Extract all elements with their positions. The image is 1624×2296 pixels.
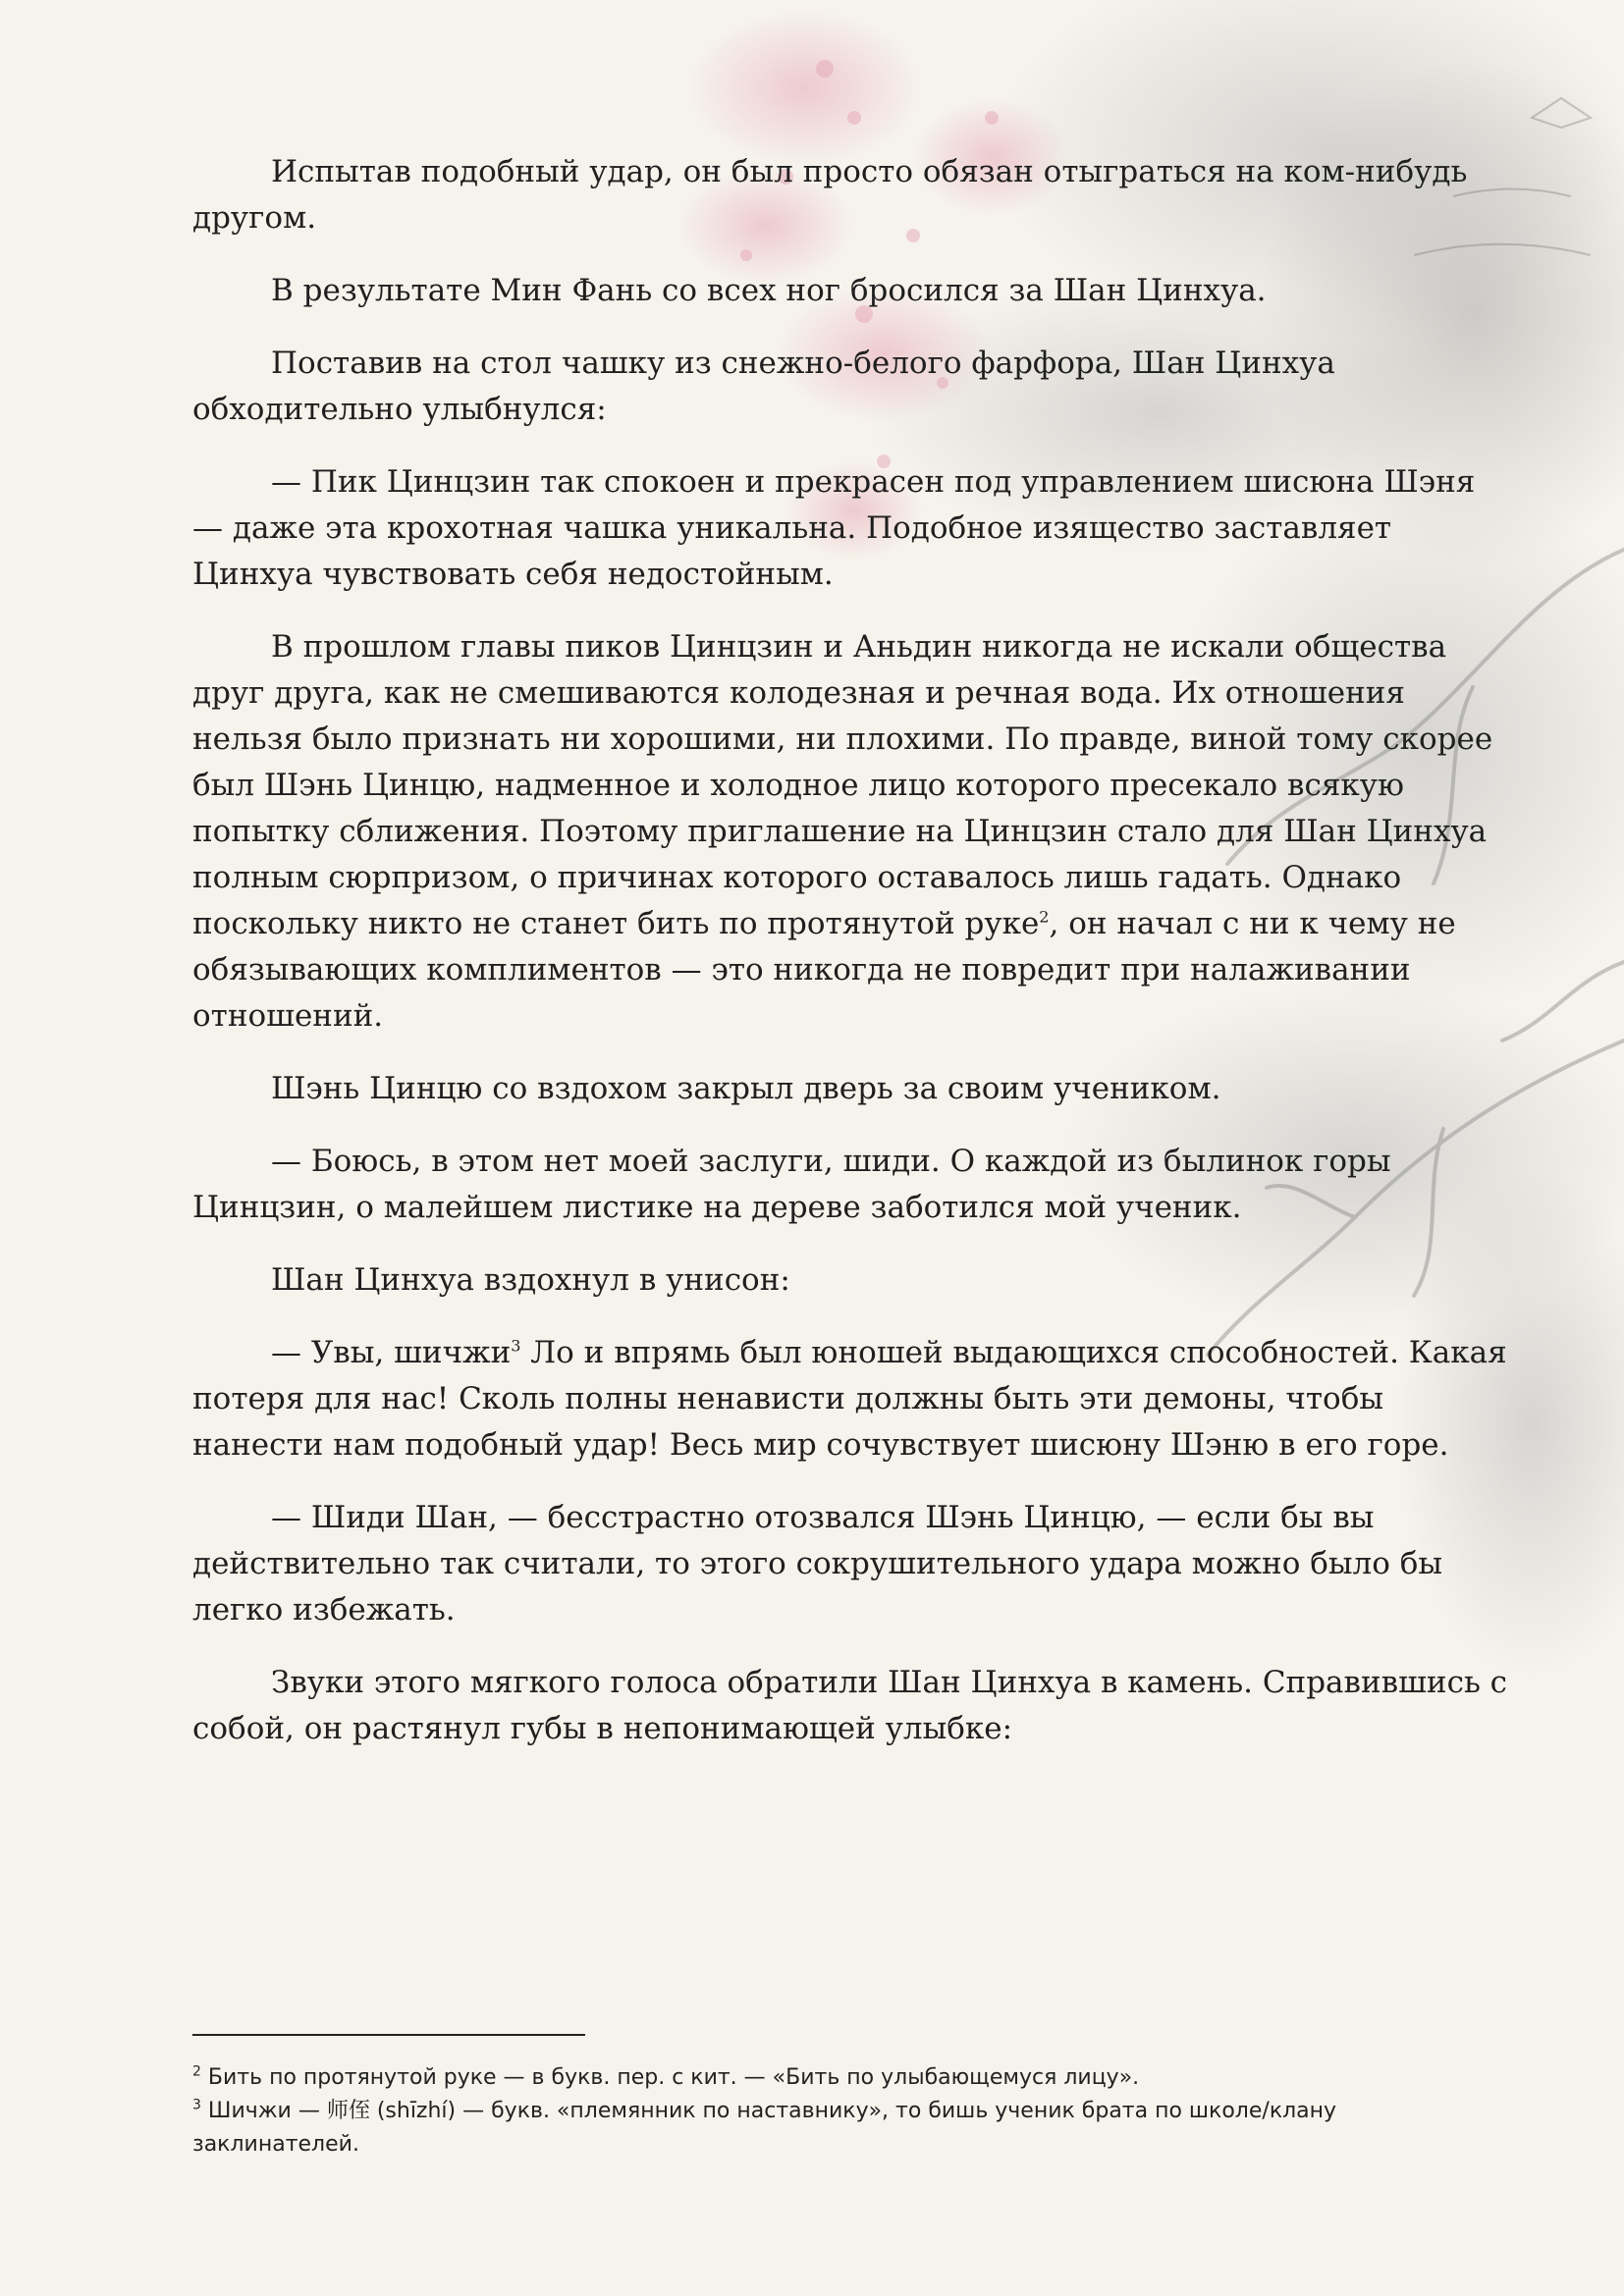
footnote-text: Бить по протянутой руке — в букв. пер. с кит. — «Бить по улыбающемуся лицу». xyxy=(200,2065,1140,2090)
footnote-number: 3 xyxy=(192,2097,201,2113)
paragraph-text: Ло и впрямь был юношей выдающихся способностей. Какая потеря для нас! Сколь полны ненависти должны быть эти демоны, чтобы нанести нам подобный удар! Весь мир сочувствует шисюну Шэню в его горе. xyxy=(192,1335,1507,1463)
paragraph: Поставив на стол чашку из снежно-белого фарфора, Шан Цинхуа обходительно улыбнулся: xyxy=(192,346,1335,427)
paragraph: Испытав подобный удар, он был просто обязан отыграться на ком-нибудь другом. xyxy=(192,154,1468,236)
footnotes xyxy=(192,2034,1469,2162)
footnote-divider xyxy=(192,2034,585,2036)
paragraph: — Шиди Шан, — бесстрастно отозвался Шэнь Цинцю, — если бы вы действительно так считали, то этого сокрушительного удара можно было бы легко избежать. xyxy=(192,1500,1443,1628)
paragraph: В результате Мин Фань со всех ног бросился за Шан Цинхуа. xyxy=(271,273,1267,308)
paragraph: Шэнь Цинцю со вздохом закрыл дверь за своим учеником. xyxy=(271,1071,1221,1106)
paragraph-text: В прошлом главы пиков Цинцзин и Аньдин никогда не искали общества друг друга, как не смешиваются колодезная и речная вода. Их отношения нельзя было признать ни хорошими, ни плохими. По правде, виной тому скорее был Шэнь Цинцю, надменное и холодное лицо которого пресекало всякую попытку сближения. Поэтому приглашение на Цинцзин стало для Шан Цинхуа полным сюрпризом, о причинах которого оставалось лишь гадать. Однако поскольку никто не станет бить по протянутой руке xyxy=(192,629,1493,941)
footnote-text: Шичжи — 师侄 (shīzhí) — букв. «племянник по наставнику», то бишь ученик брата по школе/клану заклинателей. xyxy=(192,2099,1337,2157)
footnote xyxy=(192,2061,1469,2095)
paragraph: — Боюсь, в этом нет моей заслуги, шиди. О каждой из былинок горы Цинцзин, о малейшем листике на дереве заботился мой ученик. xyxy=(192,1144,1391,1225)
paragraph: Шан Цинхуа вздохнул в унисон: xyxy=(271,1262,790,1298)
paragraph-text: , он начал с ни к чему не обязывающих комплиментов — это никогда не повредит при налаживании отношений. xyxy=(192,906,1456,1034)
footnote-ref[interactable]: 2 xyxy=(1039,907,1050,927)
footnote-ref[interactable]: 3 xyxy=(511,1336,521,1356)
paragraph xyxy=(192,624,1508,1040)
paragraph: Звуки этого мягкого голоса обратили Шан Цинхуа в камень. Справившись с собой, он растянул губы в непонимающей улыбке: xyxy=(192,1665,1508,1746)
main-text xyxy=(192,149,1508,1779)
paragraph xyxy=(192,1330,1508,1468)
footnote xyxy=(192,2095,1469,2162)
footnote-number: 2 xyxy=(192,2063,201,2080)
paragraph-text: — Увы, шичжи xyxy=(271,1335,512,1370)
paragraph: — Пик Цинцзин так спокоен и прекрасен под управлением шисюна Шэня — даже эта крохотная чашка уникальна. Подобное изящество заставляет Цинхуа чувствовать себя недостойным. xyxy=(192,464,1476,592)
